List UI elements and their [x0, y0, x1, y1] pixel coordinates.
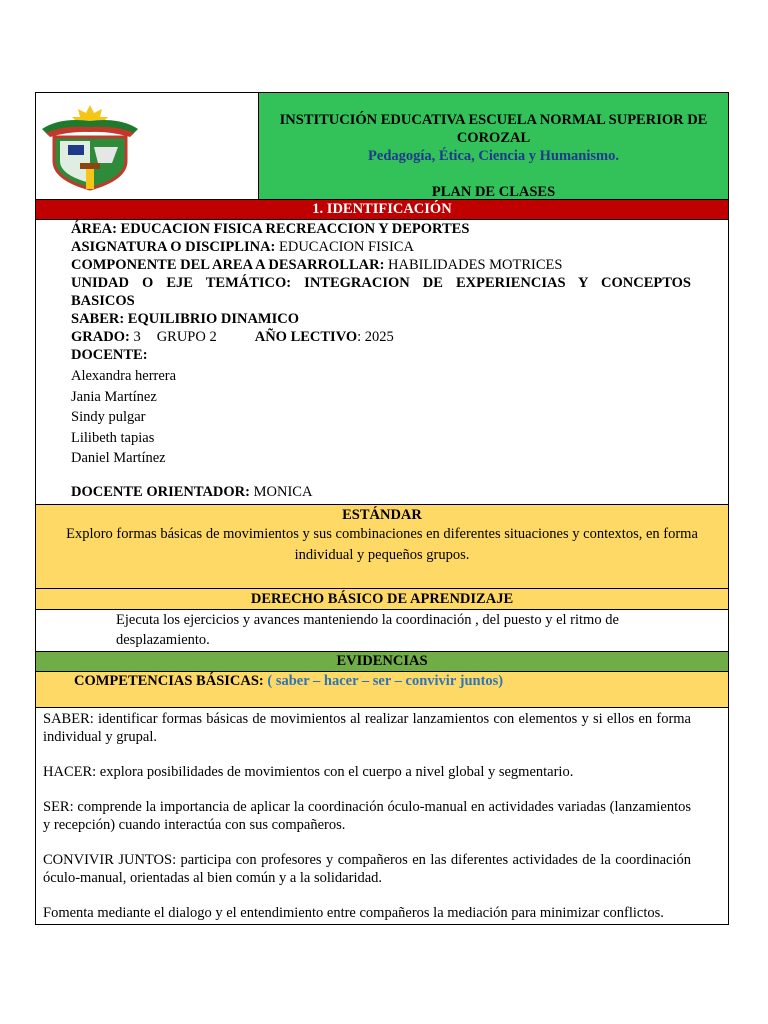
dba-text: Ejecuta los ejercicios y avances manteniendo la coordinación , del puesto y el ritmo de desplazamiento.: [35, 610, 729, 652]
plan-title: PLAN DE CLASES: [431, 184, 556, 200]
asignatura-line: [71, 238, 691, 256]
evidence-paragraph-hacer: HACER: explora posibilidades de movimientos con el cuerpo a nivel global y segmentario.: [43, 763, 574, 780]
dba-heading: DERECHO BÁSICO DE APRENDIZAJE: [35, 589, 729, 610]
institution-name: INSTITUCIÓN EDUCATIVA ESCUELA NORMAL SUPERIOR DE COROZAL: [279, 112, 708, 146]
docente-name: Daniel Martínez: [71, 450, 166, 466]
evidence-paragraph-saber: SABER: identificar formas básicas de movimientos al realizar lanzamientos con elementos y si ellos en forma individual y grupal.: [43, 710, 691, 745]
anio-value: : 2025: [357, 329, 394, 345]
orientador-value: MONICA: [249, 483, 313, 500]
estandar-section: [35, 505, 729, 589]
docente-label: DOCENTE:: [71, 347, 148, 363]
grado-value: 3: [129, 329, 141, 345]
unidad-line-cont: BASICOS: [71, 293, 135, 309]
evidencias-heading: EVIDENCIAS: [35, 652, 729, 672]
evidencias-body: [35, 708, 729, 925]
evidence-paragraph-fomenta: Fomenta mediante el dialogo y el entendimiento entre compañeros la mediación para minimizar conflictos.: [43, 904, 664, 921]
docente-list: [71, 364, 691, 469]
componente-value: HABILIDADES MOTRICES: [384, 257, 563, 273]
orientador-label: DOCENTE ORIENTADOR:: [71, 483, 250, 500]
lesson-plan-document: [35, 92, 729, 925]
institution-title-cell: [259, 93, 728, 199]
competencias-line: [35, 672, 729, 708]
competencias-label: COMPETENCIAS BÁSICAS:: [74, 672, 268, 689]
anio-label: AÑO LECTIVO: [254, 329, 358, 345]
docente-name: Jania Martínez: [71, 388, 157, 405]
identification-section: [35, 220, 729, 505]
grado-label: GRADO:: [71, 329, 130, 345]
asignatura-label: ASIGNATURA O DISCIPLINA:: [71, 239, 276, 255]
estandar-text: Exploro formas básicas de movimientos y sus combinaciones en diferentes situaciones y contextos, en forma individual y pequeños grupos.: [66, 525, 698, 563]
school-logo-cell: [36, 93, 259, 199]
docente-name: Alexandra herrera: [71, 368, 177, 384]
document-header: [35, 92, 729, 200]
grupo-value: GRUPO 2: [156, 329, 217, 345]
identification-heading: 1. IDENTIFICACIÓN: [35, 200, 729, 220]
grado-line: [71, 328, 691, 346]
competencias-value: ( saber – hacer – ser – convivir juntos): [267, 672, 504, 689]
evidence-paragraph-ser: SER: comprende la importancia de aplicar la coordinación óculo-manual en actividades variadas (lanzamientos y recepción) cuando interactúa con sus compañeros.: [43, 798, 691, 833]
componente-line: [71, 256, 691, 274]
docente-name: Sindy pulgar: [71, 409, 146, 425]
area-line: ÁREA: EDUCACION FISICA RECREACCION Y DEPORTES: [71, 221, 470, 237]
saber-line: SABER: EQUILIBRIO DINAMICO: [71, 311, 300, 327]
componente-label: COMPONENTE DEL AREA A DESARROLLAR:: [71, 257, 385, 273]
evidence-paragraph-convivir: CONVIVIR JUNTOS: participa con profesores y compañeros en las diferentes actividades de la coordinación óculo-manual, orientadas al bien común y a la solidaridad.: [43, 851, 691, 886]
institution-motto: Pedagogía, Ética, Ciencia y Humanismo.: [368, 148, 619, 164]
asignatura-value: EDUCACION FISICA: [275, 239, 414, 255]
orientador-line: [71, 483, 691, 501]
school-crest-icon: [40, 103, 140, 193]
estandar-heading: ESTÁNDAR: [342, 506, 422, 523]
docente-name: Lilibeth tapias: [71, 429, 155, 446]
unidad-line: UNIDAD O EJE TEMÁTICO: INTEGRACION DE EXPERIENCIAS Y CONCEPTOS: [71, 275, 691, 291]
